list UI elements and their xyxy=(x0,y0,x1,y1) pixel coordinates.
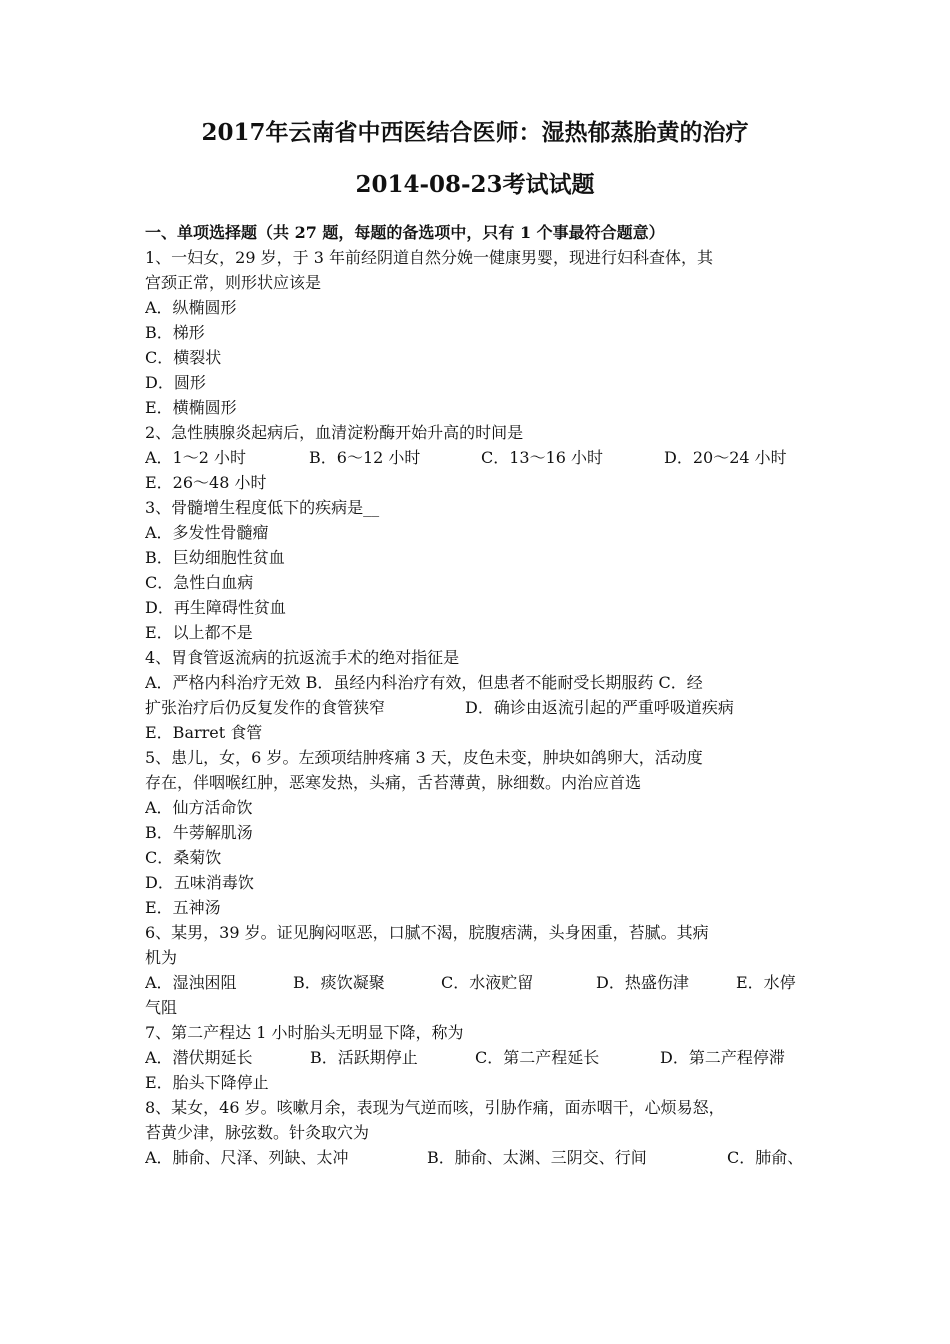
question-3-option-a: A．多发性骨髓瘤 xyxy=(145,523,269,542)
question-8-options-row xyxy=(145,1145,811,1170)
question-6-stem-cont: 机为 xyxy=(145,948,178,967)
question-4-options-line1: A．严格内科治疗无效 B．虽经内科治疗有效，但患者不能耐受长期服药 C．经 xyxy=(145,673,703,692)
question-8-option-b: B．肺俞、太渊、三阴交、行间 xyxy=(427,1148,647,1167)
section-heading: 一、单项选择题（共 27 题，每题的备选项中，只有 1 个事最符合题意） xyxy=(145,223,665,242)
question-6-stem: 6、某男，39 岁。证见胸闷呕恶，口腻不渴，脘腹痞满，头身困重，苔腻。其病 xyxy=(145,923,709,942)
question-7-stem: 7、第二产程达 1 小时胎头无明显下降，称为 xyxy=(145,1023,464,1042)
document-title-line2: 2014-08-23考试试题 xyxy=(355,171,595,198)
question-6-option-c: C．水液贮留 xyxy=(441,973,534,992)
question-7-options-row xyxy=(145,1045,811,1070)
question-5-option-d: D．五味消毒饮 xyxy=(145,873,254,892)
question-5-option-c: C．桑菊饮 xyxy=(145,848,222,867)
question-2-option-b: B．6～12 小时 xyxy=(309,448,421,467)
question-1-stem-cont: 宫颈正常，则形状应该是 xyxy=(145,273,322,292)
question-6-option-d: D．热盛伤津 xyxy=(596,973,689,992)
question-4-option-d: D．确诊由返流引起的严重呼吸道疾病 xyxy=(465,698,734,717)
question-3-option-b: B．巨幼细胞性贫血 xyxy=(145,548,285,567)
question-8-stem-cont: 苔黄少津，脉弦数。针灸取穴为 xyxy=(145,1123,370,1142)
question-6-option-e-cont: 气阻 xyxy=(145,998,178,1017)
question-6-option-b: B．痰饮凝聚 xyxy=(293,973,385,992)
question-5-option-a: A．仙方活命饮 xyxy=(145,798,253,817)
question-6-option-a: A．湿浊困阻 xyxy=(145,973,237,992)
question-6-option-e: E．水停 xyxy=(736,973,796,992)
question-2-option-d: D．20～24 小时 xyxy=(664,448,787,467)
question-1-option-d: D．圆形 xyxy=(145,373,206,392)
question-1-option-c: C．横裂状 xyxy=(145,348,222,367)
question-4-options-line2 xyxy=(145,695,811,720)
question-2-options-row xyxy=(145,445,811,470)
question-7-option-b: B．活跃期停止 xyxy=(310,1048,418,1067)
question-3-option-d: D．再生障碍性贫血 xyxy=(145,598,286,617)
question-1-option-e: E．横椭圆形 xyxy=(145,398,237,417)
question-5-option-b: B．牛蒡解肌汤 xyxy=(145,823,253,842)
document-body xyxy=(145,220,811,1170)
question-8-option-a: A．肺俞、尺泽、列缺、太冲 xyxy=(145,1148,349,1167)
question-5-stem: 5、患儿，女，6 岁。左颈项结肿疼痛 3 天，皮色未变，肿块如鸽卵大，活动度 xyxy=(145,748,703,767)
question-1-stem: 1、一妇女，29 岁，于 3 年前经阴道自然分娩一健康男婴，现进行妇科查体，其 xyxy=(145,248,713,267)
document-title-line1: 2017年云南省中西医结合医师：湿热郁蒸胎黄的治疗 xyxy=(201,119,749,146)
question-2-option-e: E．26～48 小时 xyxy=(145,473,267,492)
question-7-option-e: E．胎头下降停止 xyxy=(145,1073,269,1092)
question-4-option-e: E．Barret 食管 xyxy=(145,723,263,742)
question-5-stem-cont: 存在，伴咽喉红肿，恶寒发热，头痛，舌苔薄黄，脉细数。内治应首选 xyxy=(145,773,642,792)
question-8-stem: 8、某女，46 岁。咳嗽月余，表现为气逆而咳，引胁作痛，面赤咽干，心烦易怒， xyxy=(145,1098,725,1117)
question-4-option-c-cont: 扩张治疗后仍反复发作的食管狭窄 xyxy=(145,698,386,717)
question-8-option-c: C．肺俞、 xyxy=(727,1148,804,1167)
question-3-stem: 3、骨髓增生程度低下的疾病是__ xyxy=(145,498,380,517)
question-1-option-b: B．梯形 xyxy=(145,323,205,342)
question-7-option-a: A．潜伏期延长 xyxy=(145,1048,253,1067)
question-1-option-a: A．纵椭圆形 xyxy=(145,298,237,317)
question-7-option-c: C．第二产程延长 xyxy=(475,1048,600,1067)
question-2-option-a: A．1～2 小时 xyxy=(145,448,247,467)
question-4-stem: 4、胃食管返流病的抗返流手术的绝对指征是 xyxy=(145,648,460,667)
question-2-option-c: C．13～16 小时 xyxy=(481,448,604,467)
question-3-option-e: E．以上都不是 xyxy=(145,623,253,642)
question-5-option-e: E．五神汤 xyxy=(145,898,221,917)
question-3-option-c: C．急性白血病 xyxy=(145,573,254,592)
question-6-options-row xyxy=(145,970,811,995)
question-2-stem: 2、急性胰腺炎起病后，血清淀粉酶开始升高的时间是 xyxy=(145,423,524,442)
question-7-option-d: D．第二产程停滞 xyxy=(660,1048,785,1067)
